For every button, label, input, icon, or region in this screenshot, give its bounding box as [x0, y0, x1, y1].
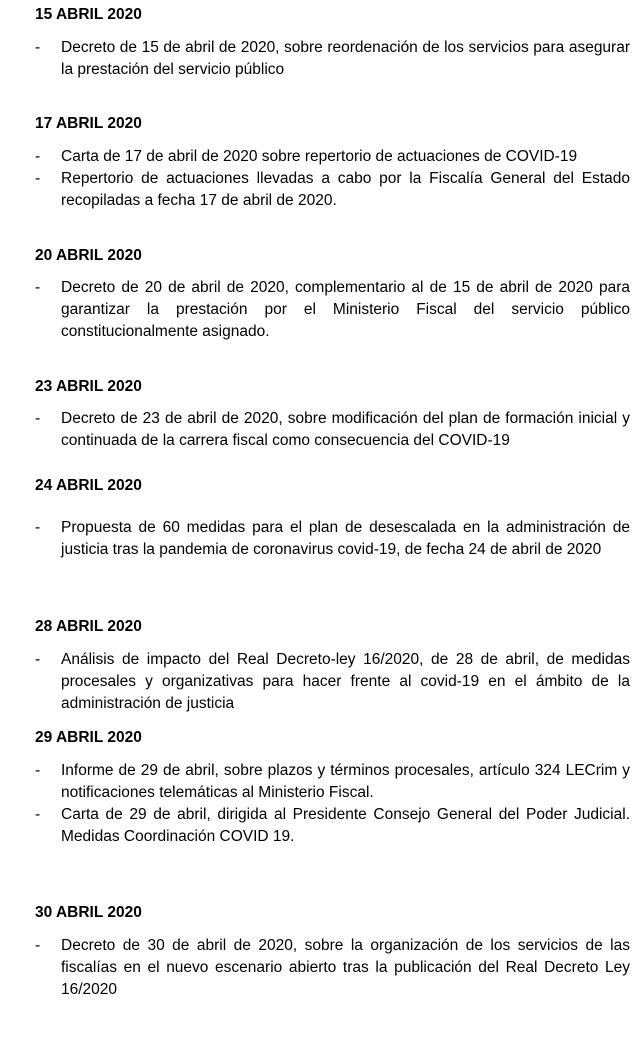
list-item — [0, 804, 638, 848]
item-text: Decreto de 15 de abril de 2020, sobre reordenación de los servicios para asegurar la prestación del servicio público — [61, 39, 630, 78]
bullet-dash: - — [35, 279, 41, 296]
item-text: Carta de 17 de abril de 2020 sobre repertorio de actuaciones de COVID-19 — [61, 148, 578, 165]
list-item — [0, 649, 638, 715]
item-list — [0, 408, 638, 452]
item-text: Análisis de impacto del Real Decreto-ley 16/2020, de 28 de abril, de medidas procesales y organizativas para hacer frente al covid-19 en el ámbito de la administración de justicia — [61, 651, 630, 712]
item-text: Informe de 29 de abril, sobre plazos y términos procesales, artículo 324 LECrim y notificaciones telemáticas al Ministerio Fiscal. — [61, 762, 630, 801]
section-date-heading: 28 ABRIL 2020 — [35, 618, 142, 635]
list-item — [0, 408, 638, 452]
bullet-dash: - — [35, 170, 41, 187]
section-date-heading: 15 ABRIL 2020 — [35, 6, 142, 23]
bullet-dash: - — [35, 762, 41, 779]
bullet-dash: - — [35, 410, 41, 427]
item-list — [0, 146, 638, 212]
list-item — [0, 277, 638, 343]
list-item — [0, 168, 638, 212]
item-text: Decreto de 30 de abril de 2020, sobre la organización de los servicios de las fiscalías en el nuevo escenario abierto tras la publicación del Real Decreto Ley 16/2020 — [61, 937, 630, 998]
item-text: Propuesta de 60 medidas para el plan de desescalada en la administración de justicia tras la pandemia de coronavirus covid-19, de fecha 24 de abril de 2020 — [61, 519, 630, 558]
list-item — [0, 37, 638, 81]
item-text: Decreto de 23 de abril de 2020, sobre modificación del plan de formación inicial y continuada de la carrera fiscal como consecuencia del COVID-19 — [61, 410, 630, 449]
item-list — [0, 935, 638, 1001]
bullet-dash: - — [35, 148, 41, 165]
list-item — [0, 935, 638, 1001]
item-list — [0, 649, 638, 715]
bullet-dash: - — [35, 39, 41, 56]
bullet-dash: - — [35, 651, 41, 668]
bullet-dash: - — [35, 519, 41, 536]
section-date-heading: 20 ABRIL 2020 — [35, 247, 142, 264]
item-list — [0, 760, 638, 848]
section-date-heading: 24 ABRIL 2020 — [35, 477, 142, 494]
section-date-heading: 17 ABRIL 2020 — [35, 115, 142, 132]
item-text: Repertorio de actuaciones llevadas a cabo por la Fiscalía General del Estado recopiladas a fecha 17 de abril de 2020. — [61, 170, 630, 209]
item-list — [0, 277, 638, 343]
list-item — [0, 760, 638, 804]
section-date-heading: 23 ABRIL 2020 — [35, 378, 142, 395]
bullet-dash: - — [35, 806, 41, 823]
list-item — [0, 517, 638, 561]
item-text: Decreto de 20 de abril de 2020, complementario al de 15 de abril de 2020 para garantizar la prestación por el Ministerio Fiscal del servicio público constitucionalmente asignado. — [61, 279, 630, 340]
item-text: Carta de 29 de abril, dirigida al Presidente Consejo General del Poder Judicial. Medidas Coordinación COVID 19. — [61, 806, 630, 845]
section-date-heading: 30 ABRIL 2020 — [35, 904, 142, 921]
item-list — [0, 37, 638, 81]
bullet-dash: - — [35, 937, 41, 954]
list-item — [0, 146, 638, 168]
item-list — [0, 517, 638, 561]
section-date-heading: 29 ABRIL 2020 — [35, 729, 142, 746]
